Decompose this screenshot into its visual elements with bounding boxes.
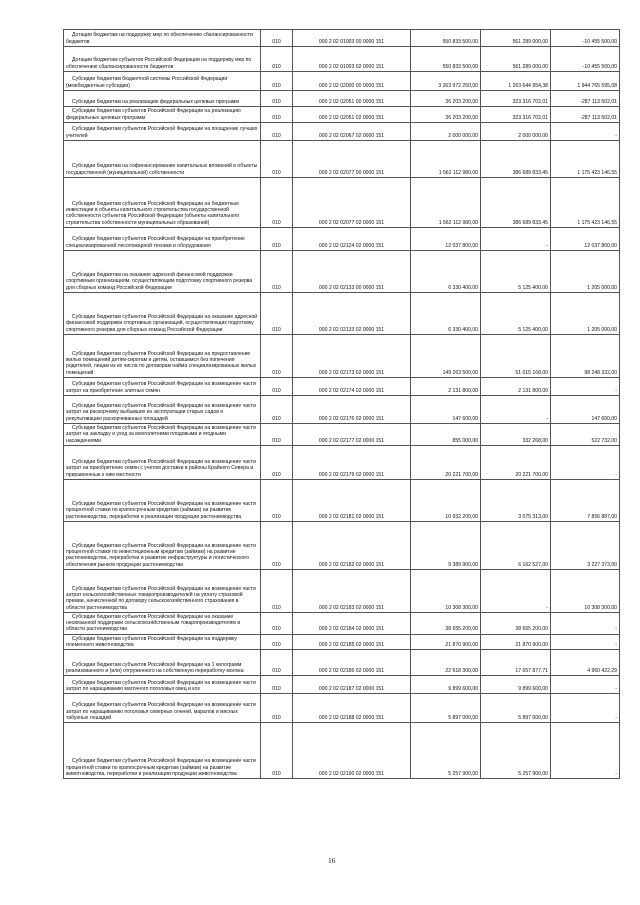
row-code: 010 [261,293,293,335]
row-executed: - [481,569,551,612]
row-name: Субсидии бюджетам бюджетной системы Российской Федерации (межбюджетные субсидии) [64,72,261,91]
row-kbk: 000 2 02 02181 02 0000 151 [293,479,411,521]
row-diff: -287 113 502,01 [551,107,620,123]
row-approved: 149 263 500,00 [411,335,481,378]
row-diff: - [551,723,620,779]
row-diff: 3 227 373,00 [551,521,620,569]
row-executed: 9 899 600,00 [481,676,551,694]
table-row [64,91,620,107]
row-name: Субсидии бюджетам субъектов Российской Федерации на возмещение части затрат на закладку и уход за многолетними плодовыми и ягодными насаждениями [64,424,261,446]
row-name: Субсидии бюджетам субъектов Российской Федерации на поддержку племенного животноводства [64,634,261,650]
row-diff: -10 455 500,00 [551,47,620,72]
row-approved: 38 655 200,00 [411,612,481,634]
table-row [64,396,620,424]
table-row [64,479,620,521]
row-kbk: 000 2 02 02179 02 0000 151 [293,445,411,479]
row-approved: 3 263 972 250,00 [411,72,481,91]
table-row [64,445,620,479]
row-approved: 20 221 700,00 [411,445,481,479]
row-kbk: 000 2 02 02077 00 0000 151 [293,141,411,178]
row-approved: 2 131 800,00 [411,378,481,396]
row-code: 010 [261,723,293,779]
row-executed: 332 268,00 [481,424,551,446]
row-executed: 386 689 833,45 [481,178,551,228]
row-name: Субсидии бюджетам субъектов Российской Федерации на возмещение части процентной ставки по инвестиционным кредитам (займам) на развитие растениеводства, переработки и развитие инфраструктуры и логистического обеспечения рынков продукции растениеводства [64,521,261,569]
row-approved: 22 618 300,00 [411,650,481,676]
row-approved: 1 562 112 980,00 [411,178,481,228]
row-name: Субсидии бюджетам субъектов Российской Федерации на приобретение специализированной лесопожарной техники и оборудования [64,228,261,251]
table-row [64,676,620,694]
row-approved: 10 308 300,00 [411,569,481,612]
table-row [64,521,620,569]
row-executed: 323 316 702,01 [481,107,551,123]
table-row [64,293,620,335]
row-executed: - [481,228,551,251]
row-kbk: 000 2 02 02190 02 0000 151 [293,723,411,779]
row-approved: 5 897 000,00 [411,694,481,723]
table-row [64,694,620,723]
row-executed: 5 257 900,00 [481,723,551,779]
row-code: 010 [261,251,293,293]
table-row [64,723,620,779]
row-diff: 1 205 000,00 [551,251,620,293]
row-executed: 5 125 400,00 [481,251,551,293]
table-row [64,634,620,650]
row-code: 010 [261,650,293,676]
row-diff: 98 248 332,00 [551,335,620,378]
row-executed: 3 075 313,00 [481,479,551,521]
row-name: Субсидии бюджетам субъектов Российской Федерации на возмещение части затрат на приобретение элитных семян [64,378,261,396]
row-kbk: 000 2 02 02174 02 0000 151 [293,378,411,396]
row-code: 010 [261,479,293,521]
table-row [64,141,620,178]
row-name: Дотации бюджетам субъектов Российской Федерации на поддержку мер по обеспечению сбалансированности бюджетов [64,47,261,72]
row-approved: 12 037 800,00 [411,228,481,251]
row-diff: - [551,123,620,141]
table-row [64,335,620,378]
row-approved: 550 833 500,00 [411,47,481,72]
table-row [64,72,620,91]
row-name: Субсидии бюджетам субъектов Российской Федерации на возмещение части затрат по наращиванию поголовья северных оленей, маралов и мясных табунных лошадей [64,694,261,723]
row-executed: 5 125 400,00 [481,293,551,335]
row-code: 010 [261,30,293,47]
row-executed: 1 263 644 954,38 [481,72,551,91]
row-name: Субсидии бюджетам субъектов Российской Федерации на оказание адресной финансовой поддержки спортивных организаций, осуществляющих подготовку спортивного резерва для сборных команд Российской Федерации [64,293,261,335]
row-name: Субсидии бюджетам субъектов Российской Федерации на возмещение части затрат на приобретение семян с учетом доставки в районы Крайнего Севера и приравненные к ним местности [64,445,261,479]
row-executed: 386 689 833,45 [481,141,551,178]
row-executed: 2 000 000,00 [481,123,551,141]
row-code: 010 [261,676,293,694]
row-diff: -287 113 502,01 [551,91,620,107]
row-kbk: 000 2 02 02051 02 0000 151 [293,107,411,123]
row-name: Субсидии бюджетам субъектов Российской Федерации на поощрение лучших учителей [64,123,261,141]
row-code: 010 [261,521,293,569]
table-row [64,650,620,676]
row-name: Субсидии бюджетам субъектов Российской Федерации на возмещение части затрат на раскорчевку выбывших из эксплуатации старых садов и рекультивацию раскорчеванных площадей [64,396,261,424]
row-code: 010 [261,178,293,228]
row-kbk: 000 2 02 02176 02 0000 151 [293,396,411,424]
table-row [64,378,620,396]
row-code: 010 [261,612,293,634]
row-kbk: 000 2 02 01003 00 0000 151 [293,30,411,47]
row-name: Субсидии бюджетам субъектов Российской Федерации на реализацию федеральных целевых программ [64,107,261,123]
row-executed: 6 162 527,00 [481,521,551,569]
row-executed: 20 221 700,00 [481,445,551,479]
row-name: Субсидии бюджетам субъектов Российской Федерации на возмещение части затрат сельскохозяйственных товаропроизводителей на уплату страховой премии, начисленной по договору сельскохозяйственного страхования в области растениеводства [64,569,261,612]
row-code: 010 [261,569,293,612]
row-executed: 51 015 168,00 [481,335,551,378]
row-code: 010 [261,445,293,479]
row-kbk: 000 2 02 02182 02 0000 151 [293,521,411,569]
row-diff: 4 960 422,29 [551,650,620,676]
row-code: 010 [261,335,293,378]
row-kbk: 000 2 02 02173 02 0000 151 [293,335,411,378]
table-row [64,47,620,72]
row-approved: 21 870 900,00 [411,634,481,650]
row-diff: 7 856 887,00 [551,479,620,521]
row-kbk: 000 2 02 02051 00 0000 151 [293,91,411,107]
page-number: 16 [328,856,336,865]
row-code: 010 [261,634,293,650]
row-name: Субсидии бюджетам субъектов Российской Федерации на бюджетные инвестиции в объекты капитального строительства государственной собственности субъектов Российской Федерации (объекты капитального строительства собственности муниципальных образований) [64,178,261,228]
row-code: 010 [261,378,293,396]
row-code: 010 [261,424,293,446]
row-executed: - [481,396,551,424]
row-executed: 5 897 000,00 [481,694,551,723]
row-approved: 6 330 400,00 [411,251,481,293]
row-diff: - [551,634,620,650]
row-code: 010 [261,396,293,424]
table-row [64,228,620,251]
row-approved: 9 899 600,00 [411,676,481,694]
row-code: 010 [261,694,293,723]
row-code: 010 [261,91,293,107]
table-row [64,107,620,123]
row-diff: 10 308 300,00 [551,569,620,612]
budget-table [63,29,620,779]
row-executed: 2 131 800,00 [481,378,551,396]
row-code: 010 [261,141,293,178]
row-executed: 323 316 702,01 [481,91,551,107]
row-diff: 1 205 000,00 [551,293,620,335]
row-kbk: 000 2 02 02188 02 0000 151 [293,694,411,723]
row-kbk: 000 2 02 02077 02 0000 151 [293,178,411,228]
row-executed: 21 870 900,00 [481,634,551,650]
row-diff: - [551,694,620,723]
table-row [64,30,620,47]
row-approved: 36 203 200,00 [411,91,481,107]
row-executed: 561 289 000,00 [481,47,551,72]
row-approved: 5 257 900,00 [411,723,481,779]
row-diff: 12 037 800,00 [551,228,620,251]
row-diff: - [551,445,620,479]
table-row [64,178,620,228]
row-name: Субсидии бюджетам на оказание адресной финансовой поддержки спортивным организациям, осуществляющим подготовку спортивного резерва для сборных команд Российской Федерации [64,251,261,293]
row-diff: - [551,676,620,694]
row-kbk: 000 2 02 02000 00 0000 151 [293,72,411,91]
table-row [64,569,620,612]
row-diff: - [551,378,620,396]
row-diff: - [551,612,620,634]
row-executed: 561 289 000,00 [481,30,551,47]
row-name: Субсидии бюджетам на реализацию федеральных целевых программ [64,91,261,107]
row-diff: -10 455 500,00 [551,30,620,47]
row-kbk: 000 2 02 02186 02 0000 151 [293,650,411,676]
row-name: Субсидии бюджетам субъектов Российской Федерации на оказание несвязанной поддержки сельскохозяйственным товаропроизводителям в области растениеводства [64,612,261,634]
table-row [64,251,620,293]
row-name: Субсидии бюджетам субъектов Российской Федерации на возмещение части затрат по наращиванию маточного поголовья овец и коз [64,676,261,694]
row-approved: 1 562 112 980,00 [411,141,481,178]
row-executed: 38 655 200,00 [481,612,551,634]
row-code: 010 [261,72,293,91]
table-row [64,123,620,141]
row-code: 010 [261,107,293,123]
row-kbk: 000 2 02 02187 02 0000 151 [293,676,411,694]
row-code: 010 [261,47,293,72]
row-name: Субсидии бюджетам субъектов Российской Федерации на предоставление жилых помещений детям-сиротам и детям, оставшимся без попечения родителей, лицам из их числа по договорам найма специализированных жилых помещений [64,335,261,378]
row-diff: 1 944 765 595,08 [551,72,620,91]
row-name: Дотации бюджетам на поддержку мер по обеспечению сбалансированности бюджетов [64,30,261,47]
row-approved: 36 203 200,00 [411,107,481,123]
row-diff: 1 175 423 146,55 [551,178,620,228]
row-diff: 147 600,00 [551,396,620,424]
row-kbk: 000 2 02 02133 00 0000 151 [293,251,411,293]
row-approved: 855 000,00 [411,424,481,446]
row-name: Субсидии бюджетам субъектов Российской Федерации на возмещение части процентной ставки по краткосрочным кредитам (займам) на развитие животноводства, переработки и реализации продукции животноводства [64,723,261,779]
table-row [64,612,620,634]
row-approved: 147 600,00 [411,396,481,424]
row-approved: 9 389 900,00 [411,521,481,569]
table-row [64,424,620,446]
row-kbk: 000 2 02 02067 02 0000 151 [293,123,411,141]
row-kbk: 000 2 02 02177 02 0000 151 [293,424,411,446]
row-code: 010 [261,228,293,251]
row-kbk: 000 2 02 02133 02 0000 151 [293,293,411,335]
row-name: Субсидии бюджетам на софинансирование капитальных вложений в объекты государственной (муниципальной) собственности [64,141,261,178]
row-kbk: 000 2 02 02183 02 0000 151 [293,569,411,612]
row-kbk: 000 2 02 01003 02 0000 151 [293,47,411,72]
row-executed: 17 657 877,71 [481,650,551,676]
row-kbk: 000 2 02 02124 02 0000 151 [293,228,411,251]
row-kbk: 000 2 02 02185 02 0000 151 [293,634,411,650]
row-diff: 1 175 423 146,55 [551,141,620,178]
row-name: Субсидии бюджетам субъектов Российской Федерации на возмещение части процентной ставки по краткосрочным кредитам (займам) на развитие растениеводства, переработки и реализации продукции растениеводства [64,479,261,521]
row-code: 010 [261,123,293,141]
row-name: Субсидии бюджетам субъектов Российской Федерации на 1 килограмм реализованного и (или) отгруженного на собственную переработку молока [64,650,261,676]
row-approved: 550 833 500,00 [411,30,481,47]
row-approved: 10 932 200,00 [411,479,481,521]
budget-table-body [64,30,620,779]
row-kbk: 000 2 02 02184 02 0000 151 [293,612,411,634]
row-approved: 6 330 400,00 [411,293,481,335]
row-diff: 522 732,00 [551,424,620,446]
row-approved: 2 000 000,00 [411,123,481,141]
